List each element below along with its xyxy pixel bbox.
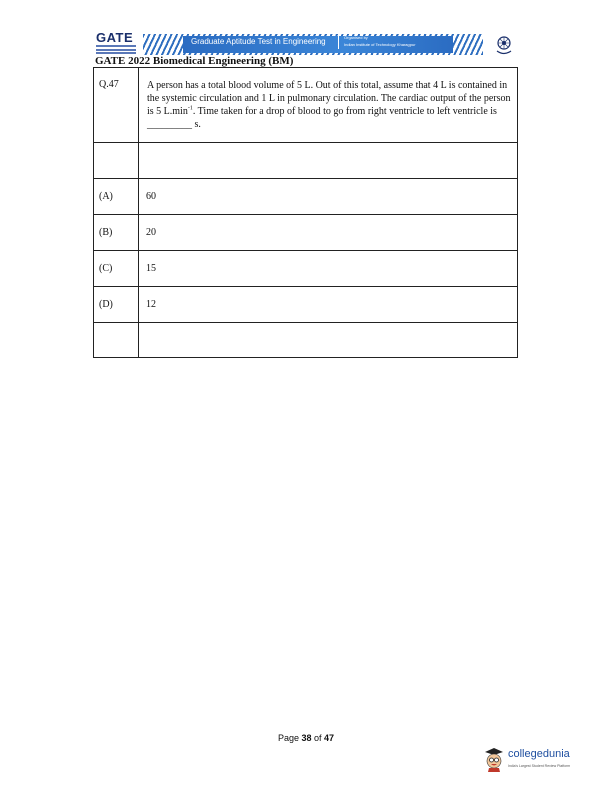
- question-row: [94, 68, 518, 143]
- option-value: 20: [139, 215, 518, 251]
- question-table: [93, 67, 518, 358]
- iit-emblem-icon: [493, 34, 515, 56]
- gate-logo-text: GATE: [96, 30, 134, 45]
- organizer-name: Indian Institute of Technology Kharagpur: [344, 42, 416, 47]
- header-banner: [143, 34, 483, 55]
- option-label: (B): [94, 215, 139, 251]
- spacer-row: [94, 143, 518, 179]
- collegedunia-watermark: [483, 746, 583, 776]
- current-page: 38: [301, 733, 312, 743]
- gate-logo: [96, 30, 138, 58]
- question-text: [139, 68, 518, 143]
- option-value: 12: [139, 287, 518, 323]
- option-label: (D): [94, 287, 139, 323]
- option-value: 15: [139, 251, 518, 287]
- page-footer: [0, 733, 612, 743]
- option-row: [94, 179, 518, 215]
- mascot-icon: [483, 746, 505, 772]
- option-label: (A): [94, 179, 139, 215]
- brand-tagline: India's Largest Student Review Platform: [508, 764, 571, 768]
- unit-exponent: -1: [187, 105, 193, 112]
- organized-by-label: Organised by: [344, 35, 368, 40]
- page-word: Page: [277, 733, 299, 743]
- option-label: (C): [94, 251, 139, 287]
- question-text-end: . Time taken for a drop of blood to go from right ventricle to left ventricle is _________ s.: [147, 106, 497, 130]
- total-pages: 47: [324, 733, 335, 743]
- option-row: [94, 287, 518, 323]
- option-value: 60: [139, 179, 518, 215]
- of-word: of: [314, 733, 322, 743]
- brand-name: collegedunia: [508, 748, 570, 760]
- banner-separator: [338, 36, 339, 49]
- banner-title: Graduate Aptitude Test in Engineering: [191, 37, 326, 46]
- question-number: Q.47: [94, 68, 139, 143]
- exam-title: GATE 2022 Biomedical Engineering (BM): [95, 55, 294, 67]
- option-row: [94, 215, 518, 251]
- option-row: [94, 251, 518, 287]
- question-text-main: A person has a total blood volume of 5 L. Out of this total, assume that 4 L is contained in the systemic circulation and 1 L in pulmonary circulation. The cardiac output of the person is 5 L.min: [147, 80, 511, 117]
- spacer-row: [94, 323, 518, 358]
